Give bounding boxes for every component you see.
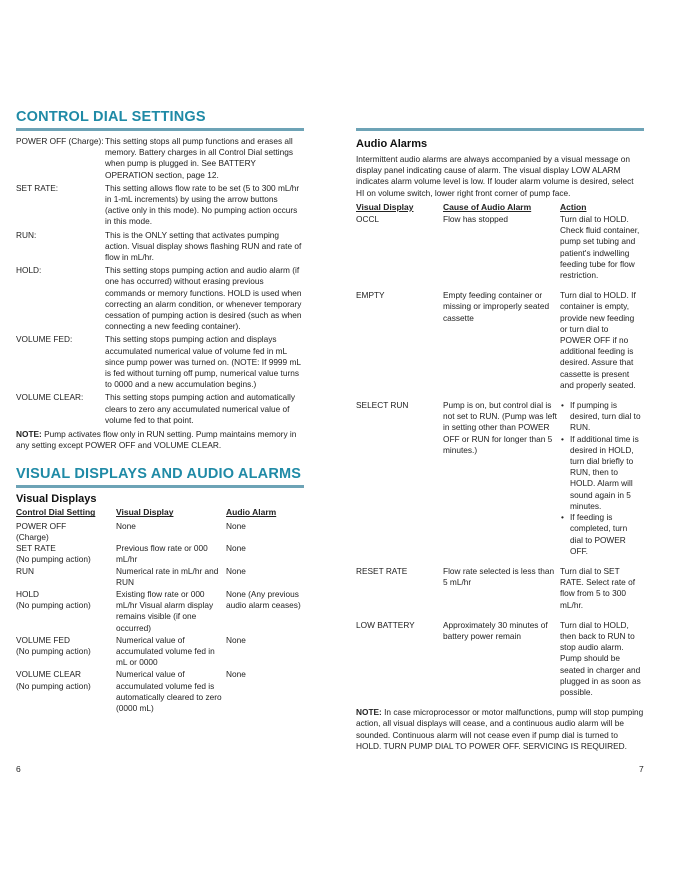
action-list-item: • If additional time is desired in HOLD, turn dial briefly to RUN, then to HOLD. Alarm will sound again in 5 minutes.: [570, 434, 641, 512]
def-desc: This setting allows flow rate to be set (5 to 300 mL/hr in 1-mL increments) by using the arrow buttons (active only in this mode). No pumping action occurs in this mode.: [105, 182, 300, 227]
setting-cell: [16, 634, 116, 669]
def-row: [16, 183, 304, 228]
note-text: Pump activates flow only in RUN setting. Pump maintains memory in any setting except POWER OFF and VOLUME CLEAR.: [16, 429, 297, 451]
action-cell: Turn dial to HOLD. If container is empty, provide new feeding or turn dial to POWER OFF if no additional feeding is desired. Assure that cassette is present and properly seated.: [560, 290, 636, 390]
alarm-cell: None: [226, 669, 246, 680]
display-cell: Numerical value of accumulated volume fed is automatically cleared to zero (0000 mL): [116, 669, 222, 713]
setting-name: VOLUME FED: [16, 634, 70, 645]
def-row: [16, 392, 304, 426]
display-cell: None: [116, 520, 136, 531]
control-dial-note: [16, 429, 304, 451]
visual-displays-subtitle: Visual Displays: [16, 493, 97, 506]
table-header: Action: [560, 201, 587, 212]
table-header: Cause of Audio Alarm: [443, 201, 532, 212]
note-label: NOTE:: [356, 707, 382, 718]
cause-cell: Pump is on, but control dial is not set to RUN. (Pump was left in setting other than POWER OFF or RUN for longer than 5 minutes.): [443, 400, 557, 455]
alarm-cell: None: [226, 543, 246, 554]
page-number-left: 6: [16, 764, 21, 774]
control-dial-title: CONTROL DIAL SETTINGS: [16, 108, 304, 131]
audio-alarms-title: Audio Alarms: [356, 138, 428, 150]
def-desc: This is the ONLY setting that activates pumping action. Visual display shows flashing RUN and rate of flow in mL/hr.: [105, 229, 302, 263]
setting-sub: (No pumping action): [16, 554, 91, 565]
table-header: Visual Display: [116, 507, 174, 518]
cause-cell: Approximately 30 minutes of battery power remain: [443, 619, 548, 641]
right-column: [356, 128, 644, 752]
alarm-cell: None: [226, 520, 246, 531]
display-cell: SELECT RUN: [356, 400, 409, 411]
table-row: [16, 588, 304, 634]
setting-sub: (Charge): [16, 531, 49, 542]
section-rule: [356, 128, 644, 131]
setting-sub: (No pumping action): [16, 645, 91, 656]
action-cell: Turn dial to SET RATE. Select rate of flow from 5 to 300 mL/hr.: [560, 565, 636, 610]
action-list-item: • If feeding is completed, turn dial to POWER OFF.: [570, 512, 641, 557]
setting-name: POWER OFF: [16, 520, 67, 531]
setting-name: SET RATE: [16, 543, 56, 554]
display-cell: RESET RATE: [356, 565, 408, 576]
setting-cell: [16, 520, 116, 543]
def-row: [16, 265, 304, 332]
setting-cell: [16, 668, 116, 714]
setting-sub: (No pumping action): [16, 600, 91, 611]
def-term: HOLD:: [16, 265, 42, 276]
def-desc: This setting stops all pump functions and erases all memory. Battery charges in all Control Dial settings when pump is plugged in. See BATTERY OPERATION section, page 12.: [105, 136, 293, 180]
alarm-cell: None: [226, 565, 246, 576]
action-list-item: • If pumping is desired, turn dial to RUN.: [570, 400, 641, 434]
setting-name: RUN: [16, 565, 34, 576]
audio-alarms-table: [356, 202, 644, 707]
audio-alarms-note: [356, 707, 644, 752]
setting-cell: [16, 566, 116, 588]
page-number-right: 7: [639, 764, 644, 774]
table-header-row: [16, 507, 304, 519]
display-cell: EMPTY: [356, 290, 385, 301]
table-header: Visual Display: [356, 201, 414, 212]
note-text: In case microprocessor or motor malfunctions, pump will stop pumping action, all visual displays will cease, and a continuous audio alarm will be sounded. Continuous alarm will not cease even if pump dial is turned to HOLD. TURN PUMP DIAL TO POWER OFF. SERVICING IS REQUIRED.: [356, 707, 644, 751]
setting-cell: [16, 543, 116, 565]
def-term: RUN:: [16, 229, 37, 240]
table-row: [356, 566, 644, 620]
setting-cell: [16, 588, 116, 634]
def-desc: This setting stops pumping action and automatically clears to zero any accumulated numerical value of volume fed to that point.: [105, 392, 296, 425]
audio-alarms-intro: Intermittent audio alarms are always accompanied by a visual message on display panel indicating cause of alarm. The visual display LOW ALARM indicates alarm volume level is low. If louder alarm volume is desired, select HI on volume switch, lower right front corner of pump face.: [356, 154, 634, 198]
display-cell: Numerical rate in mL/hr and RUN: [116, 565, 219, 587]
def-row: [16, 334, 304, 390]
def-desc: This setting stops pumping action and displays accumulated numerical value of volume fed in mL since pump power was turned on. (NOTE: If 9999 mL is fed without turning off pump, numerical value turns to 0000 and a new accumulation begins.): [105, 334, 301, 390]
action-list: [560, 400, 641, 557]
table-row: [16, 543, 304, 565]
table-header: Audio Alarm: [226, 507, 277, 518]
left-column: [16, 108, 304, 714]
cause-cell: Flow has stopped: [443, 214, 509, 225]
note-label: NOTE:: [16, 429, 42, 440]
action-cell: [560, 400, 644, 566]
visual-audio-title: VISUAL DISPLAYS AND AUDIO ALARMS: [16, 465, 304, 488]
display-cell: Numerical value of accumulated volume fed in mL or 0000: [116, 634, 215, 668]
def-term: SET RATE:: [16, 182, 59, 193]
setting-sub: (No pumping action): [16, 680, 91, 691]
action-cell: Turn dial to HOLD, then back to RUN to stop audio alarm. Pump should be seated in charger and plugged in as soon as possible.: [560, 619, 641, 697]
table-row: [356, 290, 644, 400]
display-cell: Existing flow rate or 000 mL/hr Visual alarm display remains visible (if one occurred): [116, 588, 214, 633]
def-row: [16, 136, 304, 181]
table-row: [16, 668, 304, 714]
display-cell: LOW BATTERY: [356, 619, 415, 630]
table-row: [16, 520, 304, 543]
table-row: [356, 400, 644, 566]
table-row: [356, 620, 644, 707]
setting-name: VOLUME CLEAR: [16, 669, 82, 680]
def-term: POWER OFF (Charge):: [16, 136, 104, 146]
control-dial-list: [16, 136, 304, 426]
cause-cell: Flow rate selected is less than 5 mL/hr: [443, 565, 555, 588]
table-row: [16, 566, 304, 588]
display-cell: Previous flow rate or 000 mL/hr: [116, 543, 208, 565]
table-row: [16, 634, 304, 669]
alarm-cell: None (Any previous audio alarm ceases): [226, 588, 301, 611]
display-cell: OCCL: [356, 214, 380, 225]
def-term: VOLUME FED:: [16, 334, 73, 345]
visual-displays-table: [16, 507, 304, 714]
setting-name: HOLD: [16, 588, 40, 599]
table-header: Control Dial Setting: [16, 507, 96, 518]
alarm-cell: None: [226, 634, 246, 645]
def-desc: This setting stops pumping action and audio alarm (if one has occurred) without erasing previous commands or memory functions. HOLD is used when correcting an alarm condition, or whenever temporary cessation of pumping action is desired (such as when connecting a new feeding container).: [105, 265, 302, 332]
def-term: VOLUME CLEAR:: [16, 392, 84, 403]
table-header-row: [356, 202, 644, 214]
action-cell: Turn dial to HOLD. Check fluid container, pump set tubing and patient's indwelling feeding tube for flow restriction.: [560, 214, 640, 281]
def-row: [16, 230, 304, 264]
table-row: [356, 214, 644, 290]
cause-cell: Empty feeding container or missing or improperly seated cassette: [443, 290, 550, 323]
